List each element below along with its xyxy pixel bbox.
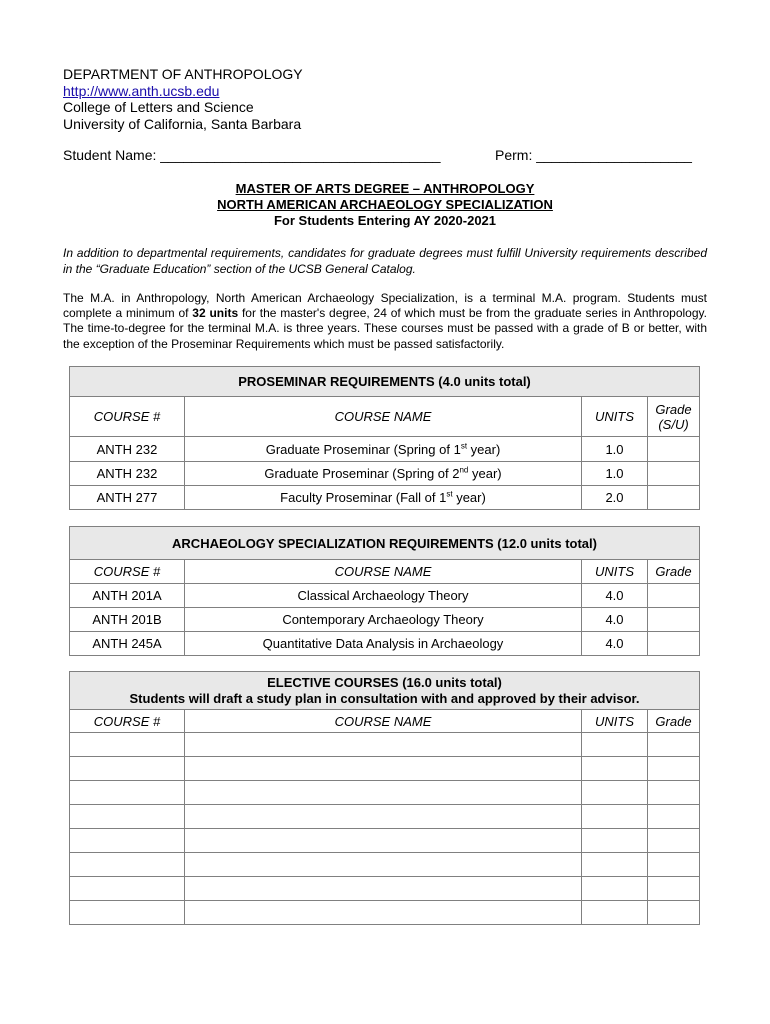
course-number: ANTH 232	[70, 462, 185, 486]
grade-cell[interactable]	[648, 486, 700, 510]
course-number: ANTH 201B	[70, 608, 185, 632]
col-header-units: UNITS	[582, 560, 648, 584]
document-title	[63, 181, 707, 229]
table-row	[70, 781, 700, 805]
college-name: College of Letters and Science	[63, 99, 254, 115]
course-number-cell[interactable]	[70, 781, 185, 805]
col-header-grade: Grade	[648, 710, 700, 733]
course-units: 4.0	[582, 632, 648, 656]
table-row	[70, 584, 700, 608]
course-units: 1.0	[582, 437, 648, 462]
course-name-cell[interactable]	[185, 781, 582, 805]
course-number: ANTH 277	[70, 486, 185, 510]
intro-paragraph: In addition to departmental requirements, candidates for graduate degrees must fulfill University requirements described in the “Graduate Education” section of the UCSB General Catalog.	[63, 246, 707, 276]
table-row	[70, 608, 700, 632]
course-name-cell[interactable]	[185, 901, 582, 925]
course-name: Graduate Proseminar (Spring of 2nd year)	[185, 462, 582, 486]
description-part-2: for the master's degree, 24 of which must be from the graduate series in Anthropology. The time-to-degree for the terminal M.A. is three years. These courses must be passed with a grade of B or better, with the exception of the Proseminar Requirements which must be passed satisfactorily.	[63, 306, 707, 351]
table-row	[70, 437, 700, 462]
description-units-bold: 32 units	[192, 306, 239, 321]
course-units-cell[interactable]	[582, 781, 648, 805]
course-units: 4.0	[582, 584, 648, 608]
table-row	[70, 901, 700, 925]
grade-cell[interactable]	[648, 901, 700, 925]
electives-heading: ELECTIVE COURSES (16.0 units total)	[267, 674, 502, 690]
grade-cell[interactable]	[648, 733, 700, 757]
course-units: 2.0	[582, 486, 648, 510]
table-row	[70, 632, 700, 656]
course-name-cell[interactable]	[185, 877, 582, 901]
col-header-name: COURSE NAME	[185, 397, 582, 437]
course-number-cell[interactable]	[70, 829, 185, 853]
course-units-cell[interactable]	[582, 877, 648, 901]
electives-subheading: Students will draft a study plan in consultation with and approved by their advisor.	[129, 690, 640, 706]
grade-cell[interactable]	[648, 437, 700, 462]
course-name: Contemporary Archaeology Theory	[185, 608, 582, 632]
electives-title	[70, 672, 700, 710]
specialization-title: ARCHAEOLOGY SPECIALIZATION REQUIREMENTS (12.0 units total)	[70, 527, 700, 560]
course-name-cell[interactable]	[185, 733, 582, 757]
table-row	[70, 829, 700, 853]
table-row	[70, 733, 700, 757]
department-name: DEPARTMENT OF ANTHROPOLOGY	[63, 66, 303, 82]
table-row	[70, 757, 700, 781]
table-row	[70, 853, 700, 877]
course-name: Graduate Proseminar (Spring of 1st year)	[185, 437, 582, 462]
course-number: ANTH 245A	[70, 632, 185, 656]
col-header-grade: Grade	[648, 560, 700, 584]
course-units-cell[interactable]	[582, 805, 648, 829]
grade-cell[interactable]	[648, 632, 700, 656]
electives-table	[69, 671, 700, 925]
course-name-cell[interactable]	[185, 757, 582, 781]
grade-label: Grade	[655, 401, 692, 417]
course-units-cell[interactable]	[582, 829, 648, 853]
course-units: 4.0	[582, 608, 648, 632]
grade-cell[interactable]	[648, 805, 700, 829]
grade-cell[interactable]	[648, 829, 700, 853]
student-info-line	[63, 147, 703, 163]
col-header-units: UNITS	[582, 397, 648, 437]
course-name: Faculty Proseminar (Fall of 1st year)	[185, 486, 582, 510]
course-number-cell[interactable]	[70, 853, 185, 877]
entering-year: For Students Entering AY 2020-2021	[273, 213, 497, 228]
student-name-field[interactable]: Student Name: ____________________________________	[63, 147, 441, 163]
course-name: Classical Archaeology Theory	[185, 584, 582, 608]
course-name-cell[interactable]	[185, 853, 582, 877]
grade-cell[interactable]	[648, 608, 700, 632]
proseminar-title: PROSEMINAR REQUIREMENTS (4.0 units total)	[70, 367, 700, 397]
course-number-cell[interactable]	[70, 757, 185, 781]
grade-cell[interactable]	[648, 853, 700, 877]
course-number-cell[interactable]	[70, 901, 185, 925]
department-header	[63, 66, 303, 132]
col-header-name: COURSE NAME	[185, 710, 582, 733]
specialization-table	[69, 526, 700, 656]
table-row	[70, 805, 700, 829]
course-units-cell[interactable]	[582, 853, 648, 877]
course-units-cell[interactable]	[582, 901, 648, 925]
grade-cell[interactable]	[648, 462, 700, 486]
grade-scale-label: (S/U)	[658, 416, 689, 432]
course-number-cell[interactable]	[70, 805, 185, 829]
table-row	[70, 877, 700, 901]
col-header-course: COURSE #	[70, 560, 185, 584]
course-number: ANTH 232	[70, 437, 185, 462]
col-header-name: COURSE NAME	[185, 560, 582, 584]
course-name: Quantitative Data Analysis in Archaeology	[185, 632, 582, 656]
course-number: ANTH 201A	[70, 584, 185, 608]
grade-cell[interactable]	[648, 584, 700, 608]
table-row	[70, 486, 700, 510]
degree-title: MASTER OF ARTS DEGREE – ANTHROPOLOGY	[235, 181, 535, 196]
grade-cell[interactable]	[648, 781, 700, 805]
course-name-cell[interactable]	[185, 829, 582, 853]
table-row	[70, 462, 700, 486]
course-number-cell[interactable]	[70, 733, 185, 757]
program-description	[63, 291, 707, 352]
course-number-cell[interactable]	[70, 877, 185, 901]
specialization-title: NORTH AMERICAN ARCHAEOLOGY SPECIALIZATION	[217, 197, 553, 212]
university-name: University of California, Santa Barbara	[63, 115, 302, 132]
course-units: 1.0	[582, 462, 648, 486]
course-units-cell[interactable]	[582, 733, 648, 757]
description-part-1: The M.A. in Anthropology, North American Archaeology Specialization, is a terminal M.A. program. Students must complete a minimum of	[63, 291, 707, 321]
perm-field[interactable]: Perm: ____________________	[495, 147, 692, 163]
course-name-cell[interactable]	[185, 805, 582, 829]
col-header-grade	[648, 397, 700, 437]
col-header-course: COURSE #	[70, 710, 185, 733]
col-header-course: COURSE #	[70, 397, 185, 437]
course-units-cell[interactable]	[582, 757, 648, 781]
proseminar-table	[69, 366, 700, 510]
department-url-link[interactable]: http://www.anth.ucsb.edu	[63, 82, 220, 99]
col-header-units: UNITS	[582, 710, 648, 733]
grade-cell[interactable]	[648, 757, 700, 781]
grade-cell[interactable]	[648, 877, 700, 901]
